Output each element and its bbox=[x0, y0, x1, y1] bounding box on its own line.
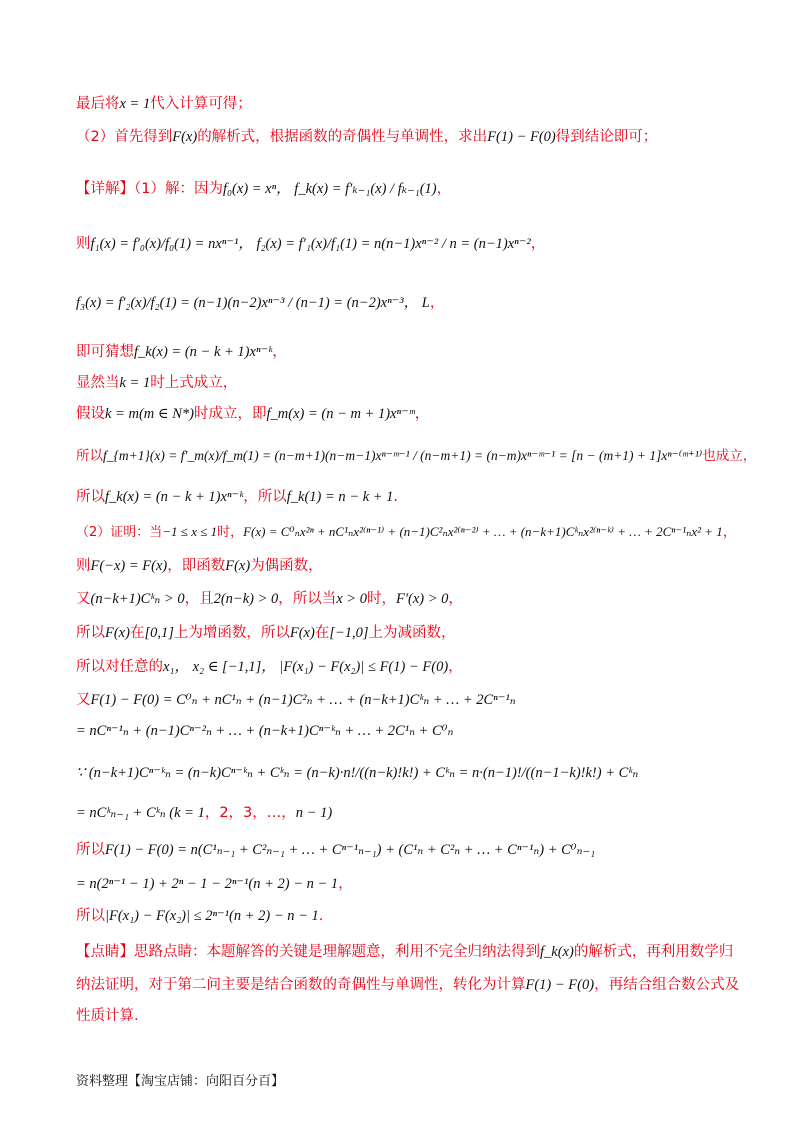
text-line-l22 bbox=[76, 905, 740, 927]
math-expression: n − 1) bbox=[295, 805, 333, 821]
math-expression: f_k(x) = (n − k + 1)xⁿ⁻ᵏ bbox=[134, 344, 273, 360]
line-text: ， bbox=[436, 181, 452, 197]
math-expression: 2(n−k) > 0 bbox=[213, 591, 279, 607]
line-text: （2）证明：当 bbox=[76, 525, 163, 540]
math-expression: x₁， x₂ ∈ [−1,1]， |F(x₁) − F(x₂)| ≤ F(1) − F(0) bbox=[163, 659, 449, 675]
line-text: 所以 bbox=[76, 448, 103, 464]
text-line-l02 bbox=[76, 126, 740, 148]
math-expression: f₃(x) = f′₂(x)/f₂(1) = (n−1)(n−2)xⁿ⁻³ / (n−1) = (n−2)xⁿ⁻³， L bbox=[76, 295, 430, 311]
text-line-l01 bbox=[76, 93, 740, 115]
math-expression: x > 0 bbox=[336, 591, 367, 607]
text-line-l13 bbox=[76, 588, 740, 610]
line-text: 的解析式，根据函数的奇偶性与单调性，求出 bbox=[197, 129, 488, 145]
math-expression: F′(x) > 0 bbox=[395, 591, 449, 607]
text-line-l08 bbox=[76, 403, 740, 425]
line-text: 所以对任意的 bbox=[76, 659, 163, 675]
math-expression: = nCᵏₙ₋₁ + Cᵏₙ (k = 1 bbox=[76, 805, 205, 821]
text-line-l25 bbox=[76, 1005, 740, 1027]
math-expression: f₁(x) = f′₀(x)/f₀(1) = nxⁿ⁻¹， f₂(x) = f′₁(x)/f₁(1) = n(n−1)xⁿ⁻² / n = (n−1)xⁿ⁻² bbox=[90, 236, 531, 252]
text-line-l10 bbox=[76, 486, 740, 508]
line-text: 所以 bbox=[76, 842, 105, 858]
line-text: 即可猜想 bbox=[76, 344, 134, 360]
line-text: ， bbox=[448, 591, 463, 607]
math-expression: F(1) − F(0) = n(C¹ₙ₋₁ + C²ₙ₋₁ + … + Cⁿ⁻¹ₙ₋₁) + (C¹ₙ + C²ₙ + … + Cⁿ⁻¹ₙ) + C⁰ₙ₋₁ bbox=[105, 842, 596, 858]
line-text: 在 bbox=[129, 625, 145, 641]
text-line-l03 bbox=[76, 178, 740, 200]
math-expression: = n(2ⁿ⁻¹ − 1) + 2ⁿ − 1 − 2ⁿ⁻¹(n + 2) − n − 1 bbox=[76, 876, 339, 892]
line-text: 在 bbox=[314, 625, 330, 641]
text-line-l21 bbox=[76, 873, 740, 895]
line-text: ， bbox=[448, 659, 463, 675]
line-text: ，所以当 bbox=[278, 591, 337, 607]
text-line-l07 bbox=[76, 372, 740, 394]
math-expression: k = 1 bbox=[119, 375, 151, 391]
text-line-l23 bbox=[76, 941, 740, 963]
math-expression: F(1) − F(0) bbox=[525, 977, 595, 993]
line-text: ， bbox=[530, 236, 546, 252]
line-text: 假设 bbox=[76, 406, 105, 422]
text-line-l16 bbox=[76, 689, 740, 711]
math-expression: −1 ≤ x ≤ 1 bbox=[162, 524, 218, 539]
line-text: 所以 bbox=[76, 489, 105, 505]
math-expression: F(−x) = F(x) bbox=[90, 558, 168, 574]
math-expression: k = m(m ∈ N*) bbox=[105, 406, 194, 422]
line-text: ，即函数 bbox=[167, 558, 226, 574]
line-text: 显然当 bbox=[76, 375, 120, 391]
text-line-l05 bbox=[76, 292, 740, 314]
math-expression: |F(x₁) − F(x₂)| ≤ 2ⁿ⁻¹(n + 2) − n − 1 bbox=[105, 908, 319, 924]
line-text: 最后将 bbox=[76, 96, 120, 112]
text-line-l09 bbox=[76, 445, 757, 467]
line-text: 为偶函数， bbox=[250, 558, 323, 574]
math-expression: f_k(1) = n − k + 1 bbox=[286, 489, 394, 505]
line-text: ，2，3，…， bbox=[204, 805, 296, 821]
line-text: 则 bbox=[76, 236, 91, 252]
line-text: ，所以 bbox=[243, 489, 287, 505]
text-line-l15 bbox=[76, 656, 740, 678]
line-text: 所以 bbox=[76, 625, 105, 641]
line-text: ， bbox=[722, 525, 736, 540]
line-text: . bbox=[393, 489, 399, 505]
text-line-l06 bbox=[76, 341, 740, 363]
text-line-l11 bbox=[76, 521, 740, 544]
text-line-l12 bbox=[76, 555, 740, 577]
math-expression: f_k(x) = (n − k + 1)xⁿ⁻ᵏ bbox=[105, 489, 244, 505]
math-expression: f_k(x) bbox=[540, 944, 574, 960]
text-line-l14 bbox=[76, 622, 740, 644]
math-expression: [−1,0] bbox=[329, 625, 369, 641]
footer-source: 资料整理【淘宝店铺：向阳百分百】 bbox=[76, 1074, 285, 1089]
line-text: 得到结论即可； bbox=[555, 129, 658, 145]
math-expression: F(1) − F(0) bbox=[487, 129, 556, 145]
math-expression: F(1) − F(0) = C⁰ₙ + nC¹ₙ + (n−1)C²ₙ + … + (n−k+1)Cᵏₙ + … + 2Cⁿ⁻¹ₙ bbox=[90, 692, 516, 708]
text-line-l24 bbox=[76, 974, 740, 996]
line-text: 时， bbox=[217, 525, 244, 540]
line-text: ，再结合组合数公式及 bbox=[594, 977, 740, 993]
line-text: 的解析式，再利用数学归 bbox=[573, 944, 734, 960]
math-expression: f_{m+1}(x) = f′_m(x)/f_m(1) = (n−m+1)(n−m−1)xⁿ⁻ᵐ⁻¹ / (n−m+1) = (n−m)xⁿ⁻ᵐ⁻¹ = [n − (m+1) + 1]xⁿ⁻⁽ᵐ⁺¹⁾ bbox=[103, 448, 703, 463]
line-text: ， bbox=[338, 876, 353, 892]
line-text: 时上式成立， bbox=[150, 375, 238, 391]
line-text: 性质计算. bbox=[76, 1008, 139, 1024]
line-text: ， bbox=[429, 295, 445, 311]
math-expression: f_m(x) = (n − m + 1)xⁿ⁻ᵐ bbox=[266, 406, 415, 422]
text-line-l19 bbox=[76, 802, 740, 824]
line-text: . bbox=[318, 908, 324, 924]
math-expression: x = 1 bbox=[119, 96, 151, 112]
math-expression: f₀(x) = xⁿ， f_k(x) = f′ₖ₋₁(x) / fₖ₋₁(1) bbox=[222, 181, 437, 197]
line-text: 时， bbox=[366, 591, 396, 607]
line-text: 则 bbox=[76, 558, 91, 574]
line-text: 又 bbox=[76, 591, 91, 607]
math-expression: F(x) = C⁰ₙx²ⁿ + nC¹ₙx²⁽ⁿ⁻¹⁾ + (n−1)C²ₙx²⁽ⁿ⁻²⁾ + … + (n−k+1)Cᵏₙx²⁽ⁿ⁻ᵏ⁾ + … + 2Cⁿ⁻¹ₙx² + 1 bbox=[243, 524, 723, 539]
line-text: 所以 bbox=[76, 908, 105, 924]
line-text: ， bbox=[414, 406, 430, 422]
math-expression: F(x) bbox=[172, 129, 198, 145]
math-expression: [0,1] bbox=[144, 625, 174, 641]
line-text: 【点睛】思路点睛：本题解答的关键是理解题意，利用不完全归纳法得到 bbox=[76, 944, 540, 960]
math-expression: F(x) bbox=[289, 625, 315, 641]
line-text: 纳法证明，对于第二问主要是结合函数的奇偶性与单调性，转化为计算 bbox=[76, 977, 526, 993]
line-text: （2）首先得到 bbox=[76, 129, 173, 145]
text-line-l20 bbox=[76, 839, 740, 861]
text-line-l04 bbox=[76, 233, 740, 255]
line-text: 【详解】（1）解：因为 bbox=[76, 181, 223, 197]
line-text: 也成立， bbox=[702, 448, 757, 464]
math-expression: F(x) bbox=[225, 558, 251, 574]
line-text: 代入计算可得； bbox=[150, 96, 252, 112]
math-expression: ∵ (n−k+1)Cⁿ⁻ᵏₙ = (n−k)Cⁿ⁻ᵏₙ + Cᵏₙ = (n−k)·n!/((n−k)!k!) + Cᵏₙ = n·(n−1)!/((n−1−k)!k!) + Cᵏₙ bbox=[76, 765, 639, 781]
line-text: 上为增函数，所以 bbox=[173, 625, 290, 641]
text-line-l17 bbox=[76, 720, 740, 742]
math-expression: F(x) bbox=[105, 625, 130, 641]
math-expression: (n−k+1)Cᵏₙ > 0 bbox=[90, 591, 185, 607]
line-text: ，且 bbox=[184, 591, 214, 607]
line-text: 时成立，即 bbox=[193, 406, 267, 422]
math-expression: = nCⁿ⁻¹ₙ + (n−1)Cⁿ⁻²ₙ + … + (n−k+1)Cⁿ⁻ᵏₙ + … + 2C¹ₙ + C⁰ₙ bbox=[76, 723, 454, 739]
line-text: ， bbox=[272, 344, 287, 360]
line-text: 上为减函数， bbox=[368, 625, 456, 641]
text-line-l18 bbox=[76, 762, 740, 784]
line-text: 又 bbox=[76, 692, 91, 708]
